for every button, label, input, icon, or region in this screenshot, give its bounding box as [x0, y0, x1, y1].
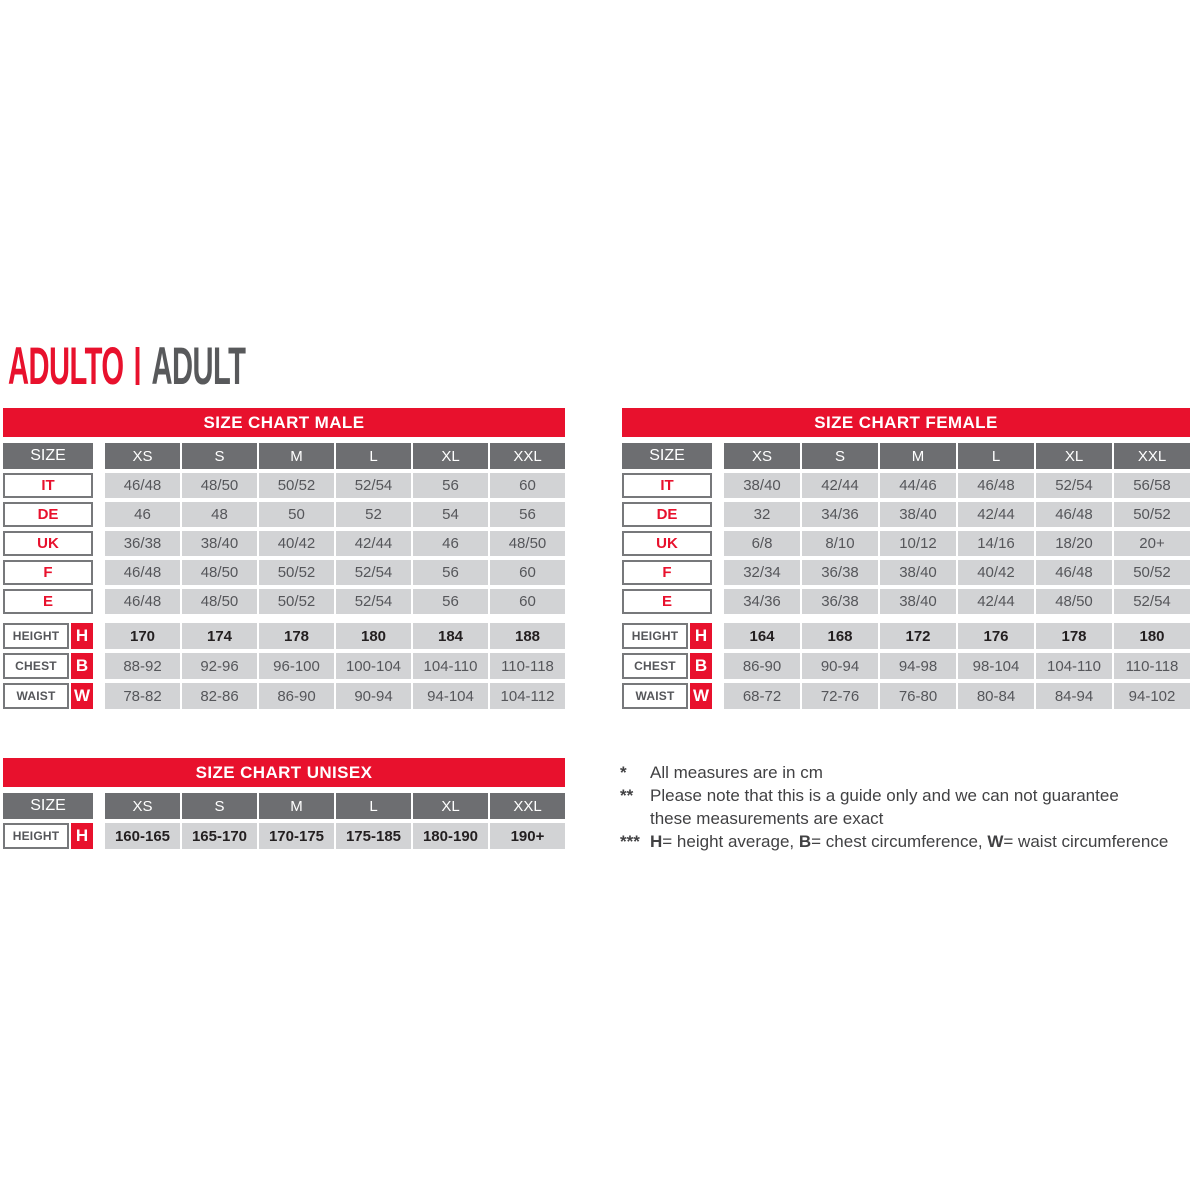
- measure-badge: B: [690, 653, 712, 679]
- size-value-cell: 36/38: [105, 531, 180, 556]
- measure-value-cell: 84-94: [1036, 683, 1112, 709]
- size-value-cell: 40/42: [259, 531, 334, 556]
- row-values: [105, 473, 565, 498]
- footnote-segment: = height average,: [662, 832, 799, 851]
- column-header-s: S: [182, 443, 257, 469]
- size-value-cell: 56/58: [1114, 473, 1190, 498]
- size-value-cell: 50: [259, 502, 334, 527]
- size-value-cell: 56: [490, 502, 565, 527]
- size-row: [3, 473, 565, 498]
- measure-label-group: [622, 653, 712, 679]
- measure-value-cell: 98-104: [958, 653, 1034, 679]
- size-value-cell: 38/40: [724, 473, 800, 498]
- footnote-marker: **: [620, 786, 634, 805]
- measure-badge: H: [690, 623, 712, 649]
- measure-value-cell: 184: [413, 623, 488, 649]
- table-header-row: [3, 443, 565, 469]
- measure-value-cell: 90-94: [336, 683, 411, 709]
- table-title-banner: SIZE CHART UNISEX: [3, 758, 565, 787]
- row-label-it: IT: [3, 473, 93, 498]
- measure-value-cell: 72-76: [802, 683, 878, 709]
- row-values: [105, 623, 565, 649]
- size-value-cell: 46/48: [105, 560, 180, 585]
- measure-value-cell: 168: [802, 623, 878, 649]
- size-chart-male-table: [3, 408, 565, 713]
- measure-value-cell: 180: [1114, 623, 1190, 649]
- size-value-cell: 46/48: [1036, 560, 1112, 585]
- measure-row-height: [622, 623, 1190, 649]
- size-value-cell: 20+: [1114, 531, 1190, 556]
- measure-value-cell: 170: [105, 623, 180, 649]
- size-value-cell: 56: [413, 473, 488, 498]
- row-values: [724, 531, 1190, 556]
- column-header-xxl: XXL: [1114, 443, 1190, 469]
- footnote: [620, 761, 1198, 784]
- size-value-cell: 50/52: [259, 589, 334, 614]
- table-title-banner: SIZE CHART FEMALE: [622, 408, 1190, 437]
- size-chart-unisex-table: [3, 758, 565, 853]
- footnote-segment: = chest circumference,: [811, 832, 988, 851]
- size-value-cell: 46/48: [105, 473, 180, 498]
- size-value-cell: 38/40: [182, 531, 257, 556]
- footnotes-block: [620, 761, 1198, 853]
- measure-value-cell: 180: [336, 623, 411, 649]
- column-header-xs: XS: [724, 443, 800, 469]
- measure-value-cell: 94-98: [880, 653, 956, 679]
- size-row: [3, 502, 565, 527]
- size-value-cell: 46: [413, 531, 488, 556]
- row-label-f: F: [3, 560, 93, 585]
- measure-value-cell: 188: [490, 623, 565, 649]
- column-header-xl: XL: [1036, 443, 1112, 469]
- size-chart-female-table: [622, 408, 1190, 713]
- size-value-cell: 34/36: [724, 589, 800, 614]
- measure-label: HEIGHT: [3, 623, 69, 649]
- title-separator-bar: [136, 347, 140, 385]
- row-values: [105, 560, 565, 585]
- column-header-xs: XS: [105, 793, 180, 819]
- size-column-header: SIZE: [3, 793, 93, 819]
- size-value-cell: 50/52: [259, 560, 334, 585]
- size-value-cell: 32/34: [724, 560, 800, 585]
- page-title: [8, 336, 440, 396]
- row-values: [724, 623, 1190, 649]
- footnote-marker: *: [620, 763, 627, 782]
- page-title-italian: ADULTO: [8, 336, 124, 396]
- measure-value-cell: 178: [1036, 623, 1112, 649]
- measure-badge: W: [71, 683, 93, 709]
- column-header-l: L: [336, 443, 411, 469]
- measure-label: HEIGHT: [3, 823, 69, 849]
- size-row: [622, 531, 1190, 556]
- measure-label: WAIST: [3, 683, 69, 709]
- size-row: [3, 589, 565, 614]
- header-grid: [105, 793, 565, 819]
- size-row: [622, 560, 1190, 585]
- footnote-line: [650, 830, 1198, 853]
- size-value-cell: 34/36: [802, 502, 878, 527]
- size-value-cell: 42/44: [802, 473, 878, 498]
- row-values: [105, 531, 565, 556]
- header-grid: [724, 443, 1190, 469]
- size-value-cell: 46/48: [105, 589, 180, 614]
- size-row: [3, 560, 565, 585]
- footnote-segment: Please note that this is a guide only and we can not guarantee: [650, 786, 1119, 805]
- measure-value-cell: 178: [259, 623, 334, 649]
- measure-value-cell: 96-100: [259, 653, 334, 679]
- size-value-cell: 38/40: [880, 589, 956, 614]
- column-header-s: S: [182, 793, 257, 819]
- measure-value-cell: 100-104: [336, 653, 411, 679]
- measure-value-cell: 175-185: [336, 823, 411, 849]
- measure-row-waist: [3, 683, 565, 709]
- measure-value-cell: 160-165: [105, 823, 180, 849]
- size-value-cell: 38/40: [880, 502, 956, 527]
- size-value-cell: 36/38: [802, 589, 878, 614]
- measure-row-chest: [622, 653, 1190, 679]
- row-values: [724, 653, 1190, 679]
- column-header-xl: XL: [413, 793, 488, 819]
- size-value-cell: 60: [490, 473, 565, 498]
- column-header-m: M: [880, 443, 956, 469]
- column-header-m: M: [259, 793, 334, 819]
- footnote: [620, 830, 1198, 853]
- measure-value-cell: 164: [724, 623, 800, 649]
- measure-label: HEIGHT: [622, 623, 688, 649]
- footnote-segment: these measurements are exact: [650, 809, 884, 828]
- size-value-cell: 50/52: [1114, 502, 1190, 527]
- measure-row-height: [3, 623, 565, 649]
- size-value-cell: 6/8: [724, 531, 800, 556]
- footnote-line: [650, 784, 1198, 807]
- measure-value-cell: 68-72: [724, 683, 800, 709]
- row-values: [724, 560, 1190, 585]
- measure-value-cell: 78-82: [105, 683, 180, 709]
- row-values: [724, 683, 1190, 709]
- measure-label: CHEST: [622, 653, 688, 679]
- column-header-s: S: [802, 443, 878, 469]
- size-column-header: SIZE: [3, 443, 93, 469]
- footnote-text: [650, 784, 1198, 830]
- row-values: [105, 589, 565, 614]
- column-header-xs: XS: [105, 443, 180, 469]
- size-value-cell: 60: [490, 560, 565, 585]
- row-label-it: IT: [622, 473, 712, 498]
- measure-value-cell: 172: [880, 623, 956, 649]
- row-label-uk: UK: [3, 531, 93, 556]
- size-value-cell: 60: [490, 589, 565, 614]
- measure-value-cell: 86-90: [259, 683, 334, 709]
- size-value-cell: 50/52: [1114, 560, 1190, 585]
- footnote-line: [650, 807, 1198, 830]
- measure-badge: B: [71, 653, 93, 679]
- measure-value-cell: 190+: [490, 823, 565, 849]
- size-value-cell: 52/54: [1036, 473, 1112, 498]
- measure-label-group: [622, 683, 712, 709]
- size-value-cell: 8/10: [802, 531, 878, 556]
- header-grid: [105, 443, 565, 469]
- size-value-cell: 44/46: [880, 473, 956, 498]
- size-value-cell: 52/54: [336, 560, 411, 585]
- size-value-cell: 46/48: [1036, 502, 1112, 527]
- size-value-cell: 52/54: [1114, 589, 1190, 614]
- size-value-cell: 48/50: [182, 560, 257, 585]
- measure-value-cell: 86-90: [724, 653, 800, 679]
- table-header-row: [3, 793, 565, 819]
- measure-value-cell: 165-170: [182, 823, 257, 849]
- size-value-cell: 52/54: [336, 473, 411, 498]
- size-value-cell: 56: [413, 560, 488, 585]
- size-column-header: SIZE: [622, 443, 712, 469]
- size-row: [622, 589, 1190, 614]
- size-value-cell: 52: [336, 502, 411, 527]
- measure-label-group: [3, 823, 93, 849]
- measure-value-cell: 104-110: [413, 653, 488, 679]
- measure-row-waist: [622, 683, 1190, 709]
- measure-label-group: [3, 623, 93, 649]
- size-value-cell: 46: [105, 502, 180, 527]
- measure-badge: H: [71, 623, 93, 649]
- size-value-cell: 18/20: [1036, 531, 1112, 556]
- measure-label: CHEST: [3, 653, 69, 679]
- row-label-de: DE: [622, 502, 712, 527]
- measure-value-cell: 180-190: [413, 823, 488, 849]
- size-value-cell: 48/50: [490, 531, 565, 556]
- page-title-english: ADULT: [151, 336, 246, 396]
- size-value-cell: 42/44: [958, 502, 1034, 527]
- measure-value-cell: 82-86: [182, 683, 257, 709]
- row-values: [724, 473, 1190, 498]
- measure-badge: W: [690, 683, 712, 709]
- footnote-segment: = waist circumference: [1003, 832, 1169, 851]
- size-value-cell: 42/44: [958, 589, 1034, 614]
- measure-label-group: [622, 623, 712, 649]
- measure-label-group: [3, 683, 93, 709]
- size-value-cell: 38/40: [880, 560, 956, 585]
- table-header-row: [622, 443, 1190, 469]
- table-title-banner: SIZE CHART MALE: [3, 408, 565, 437]
- measure-label-group: [3, 653, 93, 679]
- row-label-e: E: [622, 589, 712, 614]
- measure-value-cell: 110-118: [1114, 653, 1190, 679]
- measure-value-cell: 176: [958, 623, 1034, 649]
- column-header-l: L: [336, 793, 411, 819]
- size-value-cell: 48: [182, 502, 257, 527]
- measure-badge: H: [71, 823, 93, 849]
- measure-value-cell: 104-112: [490, 683, 565, 709]
- size-value-cell: 32: [724, 502, 800, 527]
- measure-value-cell: 90-94: [802, 653, 878, 679]
- row-values: [105, 502, 565, 527]
- size-value-cell: 42/44: [336, 531, 411, 556]
- footnote-line: [650, 761, 1198, 784]
- measure-value-cell: 76-80: [880, 683, 956, 709]
- size-value-cell: 10/12: [880, 531, 956, 556]
- size-row: [3, 531, 565, 556]
- footnote-segment: All measures are in cm: [650, 763, 823, 782]
- footnote-marker: ***: [620, 832, 640, 851]
- row-values: [724, 502, 1190, 527]
- size-value-cell: 40/42: [958, 560, 1034, 585]
- measure-row-height: [3, 823, 565, 849]
- size-value-cell: 48/50: [1036, 589, 1112, 614]
- size-value-cell: 48/50: [182, 589, 257, 614]
- column-header-xl: XL: [413, 443, 488, 469]
- size-value-cell: 14/16: [958, 531, 1034, 556]
- row-values: [105, 683, 565, 709]
- measure-value-cell: 92-96: [182, 653, 257, 679]
- column-header-xxl: XXL: [490, 443, 565, 469]
- size-value-cell: 36/38: [802, 560, 878, 585]
- size-value-cell: 54: [413, 502, 488, 527]
- column-header-l: L: [958, 443, 1034, 469]
- column-header-xxl: XXL: [490, 793, 565, 819]
- page-title-inner: [8, 336, 246, 396]
- row-values: [105, 823, 565, 849]
- measure-value-cell: 80-84: [958, 683, 1034, 709]
- footnote-bold-term: H: [650, 832, 663, 851]
- footnote-bold-term: B: [798, 832, 812, 851]
- measure-label: WAIST: [622, 683, 688, 709]
- size-row: [622, 502, 1190, 527]
- footnote-bold-term: W: [987, 832, 1004, 851]
- row-values: [105, 653, 565, 679]
- size-value-cell: 48/50: [182, 473, 257, 498]
- measure-row-chest: [3, 653, 565, 679]
- measure-value-cell: 88-92: [105, 653, 180, 679]
- measure-value-cell: 94-102: [1114, 683, 1190, 709]
- row-label-e: E: [3, 589, 93, 614]
- measure-value-cell: 174: [182, 623, 257, 649]
- measure-value-cell: 110-118: [490, 653, 565, 679]
- size-value-cell: 50/52: [259, 473, 334, 498]
- footnote-text: [650, 830, 1198, 853]
- size-value-cell: 52/54: [336, 589, 411, 614]
- measure-value-cell: 94-104: [413, 683, 488, 709]
- row-values: [724, 589, 1190, 614]
- measure-value-cell: 104-110: [1036, 653, 1112, 679]
- row-label-de: DE: [3, 502, 93, 527]
- column-header-m: M: [259, 443, 334, 469]
- measure-value-cell: 170-175: [259, 823, 334, 849]
- row-label-f: F: [622, 560, 712, 585]
- footnote: [620, 784, 1198, 830]
- size-value-cell: 46/48: [958, 473, 1034, 498]
- size-row: [622, 473, 1190, 498]
- size-value-cell: 56: [413, 589, 488, 614]
- footnote-text: [650, 761, 1198, 784]
- row-label-uk: UK: [622, 531, 712, 556]
